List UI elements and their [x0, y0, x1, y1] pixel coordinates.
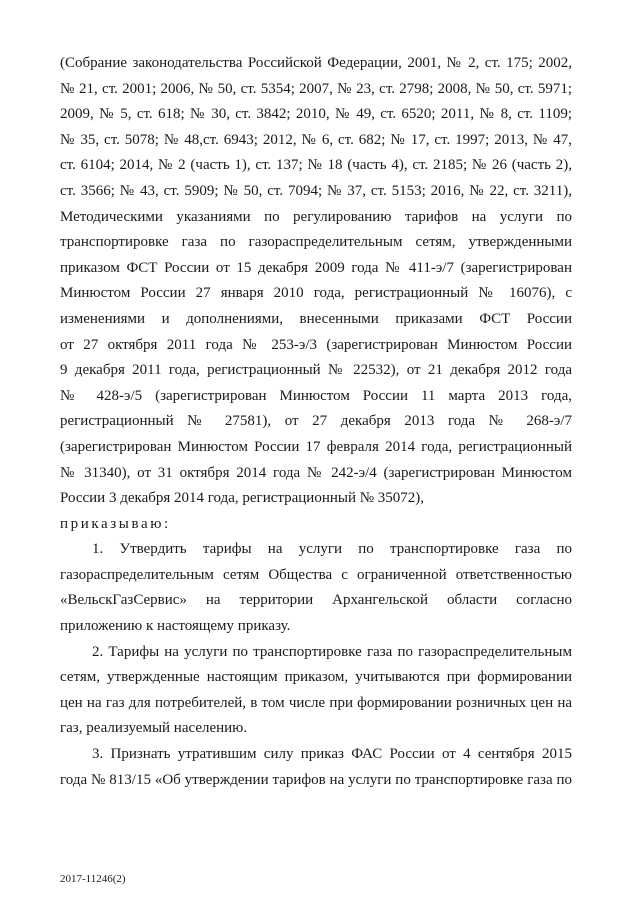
item-1-line: 1. Утвердить тарифы на услуги по транспортировке газа по	[92, 541, 572, 558]
text-line: транспортировке газа по газораспределительным сетям, утвержденными	[60, 234, 572, 251]
text-line: России 3 декабря 2014 года, регистрационный № 35072),	[60, 490, 425, 507]
text-line: изменениями и дополнениями, внесенными приказами ФСТ России	[60, 310, 572, 327]
text-line: от 27 октября 2011 года № 253-э/3 (зарегистрирован Минюстом России	[60, 336, 572, 353]
text-line: Минюстом России 27 января 2010 года, регистрационный № 16076), с	[60, 285, 572, 302]
text-line: ст. 3566; № 43, ст. 5909; № 50, ст. 7094; № 37, ст. 5153; 2016, № 22, ст. 3211),	[60, 182, 572, 199]
document-code: 2017-11246(2)	[60, 873, 126, 885]
text-line: газ, реализуемый населению.	[60, 720, 248, 737]
text-line: 9 декабря 2011 года, регистрационный № 22532), от 21 декабря 2012 года	[60, 362, 572, 379]
text-line: 2009, № 5, ст. 618; № 30, ст. 3842; 2010, № 49, ст. 6520; 2011, № 8, ст. 1109;	[60, 106, 572, 123]
text-line: ст. 6104; 2014, № 2 (часть 1), ст. 137; № 18 (часть 4), ст. 2185; № 26 (часть 2),	[60, 157, 572, 174]
item-2-line: 2. Тарифы на услуги по транспортировке газа по газораспределительным	[92, 643, 572, 660]
text-line: приказом ФСТ России от 15 декабря 2009 года № 411-э/7 (зарегистрирован	[60, 259, 572, 276]
text-line: (Собрание законодательства Российской Федерации, 2001, № 2, ст. 175; 2002,	[60, 55, 572, 71]
text-line: регистрационный № 27581), от 27 декабря 2013 года № 268-э/7	[60, 413, 572, 430]
order-keyword: приказываю:	[60, 515, 171, 532]
text-line: Методическими указаниями по регулированию тарифов на услуги по	[60, 208, 572, 225]
text-line: № 428-э/5 (зарегистрирован Минюстом России 11 марта 2013 года,	[60, 387, 572, 404]
text-line: сетям, утвержденные настоящим приказом, учитываются при формировании	[60, 669, 572, 686]
text-line: (зарегистрирован Минюстом России 17 февраля 2014 года, регистрационный	[60, 438, 572, 455]
text-line: приложению к настоящему приказу.	[60, 618, 291, 635]
text-line: газораспределительным сетям Общества с ограниченной ответственностью	[60, 566, 572, 583]
document-body	[60, 51, 572, 793]
text-line: «ВельскГазСервис» на территории Архангельской области согласно	[60, 592, 572, 609]
item-3-line: 3. Признать утратившим силу приказ ФАС России от 4 сентября 2015	[92, 746, 572, 763]
text-line: № 21, ст. 2001; 2006, № 50, ст. 5354; 2007, № 23, ст. 2798; 2008, № 50, ст. 5971;	[60, 80, 572, 97]
text-line: № 35, ст. 5078; № 48,ст. 6943; 2012, № 6, ст. 682; № 17, ст. 1997; 2013, № 47,	[60, 131, 572, 148]
text-line: цен на газ для потребителей, в том числе при формировании розничных цен на	[60, 694, 572, 711]
text-line: года № 813/15 «Об утверждении тарифов на услуги по транспортировке газа по	[60, 771, 572, 788]
text-line: № 31340), от 31 октября 2014 года № 242-э/4 (зарегистрирован Минюстом	[60, 464, 572, 481]
